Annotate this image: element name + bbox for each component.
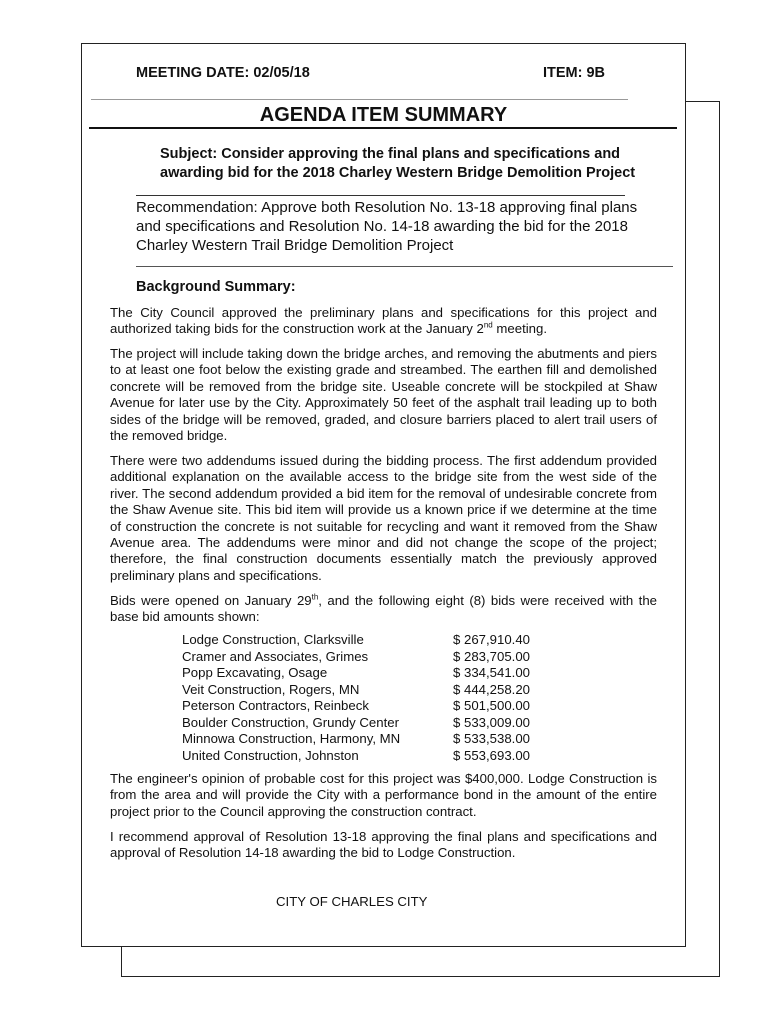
subject-divider [136, 195, 625, 196]
background-heading: Background Summary: [136, 279, 296, 295]
recommendation-divider [136, 266, 673, 267]
recommendation-line-1: Recommendation: Approve both Resolution No. 13-18 approving final plans [136, 199, 638, 216]
p1-ordinal: nd [483, 321, 493, 331]
bid-row [182, 731, 553, 748]
title-underline [89, 127, 677, 129]
bidder-name: Lodge Construction, Clarksville [182, 632, 364, 647]
bid-amount: $ 283,705.00 [453, 648, 531, 664]
bid-amount: $ 533,009.00 [453, 714, 531, 730]
bid-amount: $ 533,538.00 [453, 731, 531, 746]
bid-row [182, 748, 553, 765]
bid-amount: $ 553,693.00 [453, 747, 531, 763]
bidder-name: Boulder Construction, Grundy Center [182, 714, 399, 730]
bid-amount: $ 267,910.40 [453, 632, 531, 647]
p4-ordinal: th [311, 592, 319, 602]
background-paragraph-6 [110, 829, 657, 862]
bid-row [182, 649, 553, 666]
item-number: ITEM: 9B [543, 65, 606, 81]
bidder-name: Popp Excavating, Osage [182, 665, 328, 680]
bid-row [182, 698, 553, 715]
bid-row [182, 665, 553, 682]
bid-amount: $ 444,258.20 [453, 681, 531, 697]
bidder-name: Cramer and Associates, Grimes [182, 648, 369, 664]
p2-text: The project will include taking down the bridge arches, and removing the abutments and piers to at least one foot below the existing grade and streambed. The earthen fill and demolished concrete will be removed from the bridge site. Useable concrete will be stockpiled at Shaw Avenue for later use by the City. Approximately 50 feet of the asphalt trail leading up to both sides of the bridge will be removed, graded, and closure barriers placed to alert trail users of the removed bridge. [110, 346, 657, 444]
p4-text-end: , and the following eight (8) bids were received with the base bid amounts shown: [110, 593, 657, 625]
subject-line-1: Subject: Consider approving the final plans and specifications and [160, 146, 621, 162]
p5-text: The engineer's opinion of probable cost for this project was $400,000. Lodge Construction is from the area and will provide the City with a performance bond in the amount of the entire project prior to the Council approving the construction contract. [110, 771, 657, 819]
header-divider [91, 99, 628, 100]
meeting-date: MEETING DATE: 02/05/18 [136, 65, 310, 81]
background-paragraph-2 [110, 346, 657, 444]
bidder-name: United Construction, Johnston [182, 747, 359, 763]
subject-block [160, 145, 680, 183]
bidder-name: Veit Construction, Rogers, MN [182, 681, 360, 697]
recommendation-block [136, 198, 676, 255]
p1-text: The City Council approved the preliminary plans and specifications for this project and authorized taking bids for the construction work at the January 2 [110, 305, 657, 337]
signature-line: CITY OF CHARLES CITY [276, 894, 428, 909]
bid-amount: $ 501,500.00 [453, 698, 531, 713]
background-paragraph-5 [110, 771, 657, 820]
subject-line-2: awarding bid for the 2018 Charley Western Bridge Demolition Project [160, 165, 636, 181]
bid-row [182, 715, 553, 732]
bid-amount: $ 334,541.00 [453, 665, 531, 680]
p1-text-end: meeting. [492, 321, 548, 337]
bidder-name: Peterson Contractors, Reinbeck [182, 698, 369, 713]
p3-text: There were two addendums issued during the bidding process. The first addendum provided additional explanation on the available access to the bridge site from the west side of the river. The second addendum provided a bid item for the removal of undesirable concrete from the Shaw Avenue site. This bid item will provide us a known price if we determine at the time of construction the concrete is not suitable for recycling and want it removed from the Shaw Avenue area. The addendums were minor and did not change the scope of the project; therefore, the final construction documents essentially match the previously approved preliminary plans and specifications. [110, 453, 657, 583]
page-title: AGENDA ITEM SUMMARY [259, 104, 508, 126]
bid-list [182, 632, 553, 764]
background-paragraph-3 [110, 453, 657, 584]
p6-text: I recommend approval of Resolution 13-18 approving the final plans and specifications and approval of Resolution 14-18 awarding the bid to Lodge Construction. [110, 829, 657, 861]
recommendation-line-2: and specifications and Resolution No. 14-18 awarding the bid for the 2018 [136, 218, 628, 235]
bid-row [182, 682, 553, 699]
background-paragraph-1 [110, 305, 657, 338]
recommendation-line-3: Charley Western Trail Bridge Demolition Project [136, 237, 454, 254]
bidder-name: Minnowa Construction, Harmony, MN [182, 731, 401, 746]
p4-text: Bids were opened on January 29 [110, 593, 312, 608]
bid-row [182, 632, 553, 649]
background-paragraph-4 [110, 593, 657, 626]
